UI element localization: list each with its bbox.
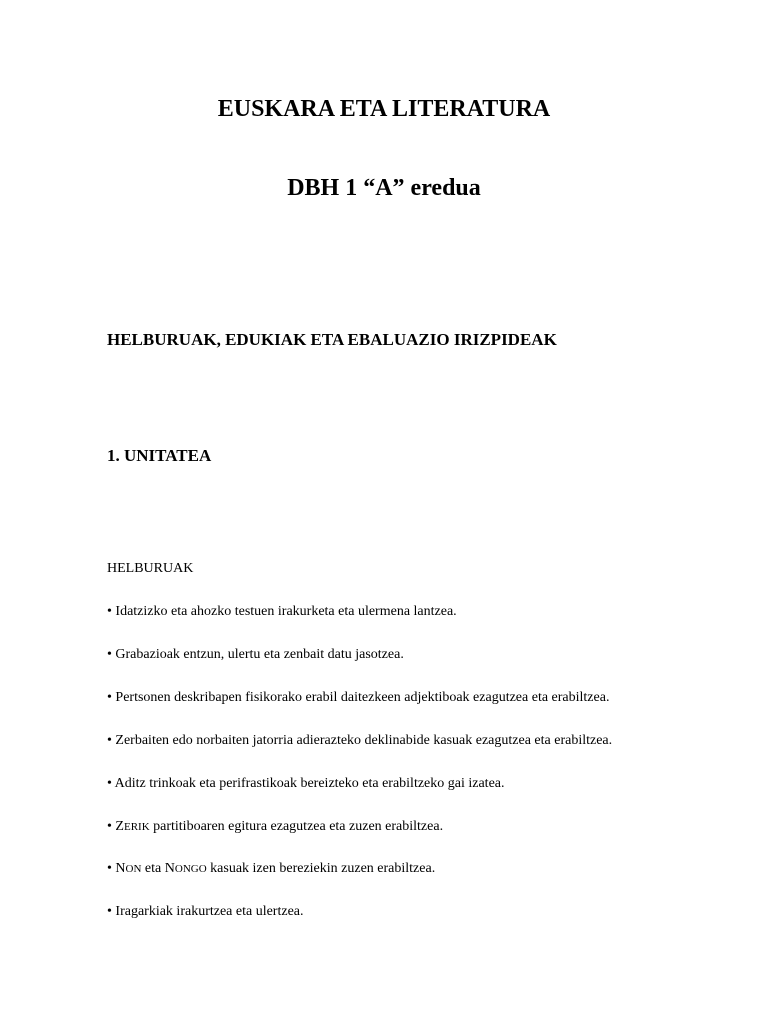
objective-text: Iragarkiak irakurtzea eta ulertzea. [115, 904, 304, 919]
objective-text: Pertsonen deskribapen fisikorako erabil daitezkeen adjektiboak ezagutzea eta erabiltzea. [115, 690, 610, 705]
document-title: EUSKARA ETA LITERATURA [217, 96, 551, 122]
term-cap: Z [115, 819, 124, 834]
objective-item [107, 733, 612, 749]
objective-item [107, 904, 304, 920]
objective-item [107, 647, 404, 663]
objective-item [107, 776, 505, 792]
bullet: • [107, 604, 112, 619]
bullet: • [107, 647, 112, 662]
objective-item-non-nongo [107, 861, 435, 877]
objective-item [107, 604, 457, 620]
bullet: • [107, 861, 112, 876]
term-cap: N [115, 861, 126, 876]
term-cap: N [164, 861, 175, 876]
term-smallcaps: ON [125, 863, 142, 875]
objectives-label: HELBURUAK [107, 561, 194, 576]
bullet: • [107, 904, 112, 919]
term-smallcaps: ERIK [123, 821, 150, 833]
bullet: • [107, 690, 112, 705]
objective-text: Idatzizko eta ahozko testuen irakurketa eta ulermena lantzea. [115, 604, 457, 619]
bullet: • [107, 819, 112, 834]
unit-heading: 1. UNITATEA [107, 446, 212, 465]
objective-text: Grabazioak entzun, ulertu eta zenbait datu jasotzea. [115, 647, 404, 662]
term-smallcaps: ONGO [174, 863, 207, 875]
bullet: • [107, 776, 112, 791]
section-heading: HELBURUAK, EDUKIAK ETA EBALUAZIO IRIZPIDEAK [107, 330, 557, 349]
objective-text: eta [141, 861, 165, 876]
objective-text: partitiboaren egitura ezagutzea eta zuzen erabiltzea. [149, 819, 444, 834]
bullet: • [107, 733, 112, 748]
objective-text: kasuak izen bereziekin zuzen erabiltzea. [206, 861, 436, 876]
objective-text: Aditz trinkoak eta perifrastikoak bereizteko eta erabiltzeko gai izatea. [114, 776, 505, 791]
objective-text: Zerbaiten edo norbaiten jatorria adierazteko deklinabide kasuak ezagutzea eta erabiltzea. [115, 733, 613, 748]
objective-item-zerik [107, 819, 443, 835]
document-subtitle: DBH 1 “A” eredua [287, 175, 481, 201]
objective-item [107, 690, 609, 706]
